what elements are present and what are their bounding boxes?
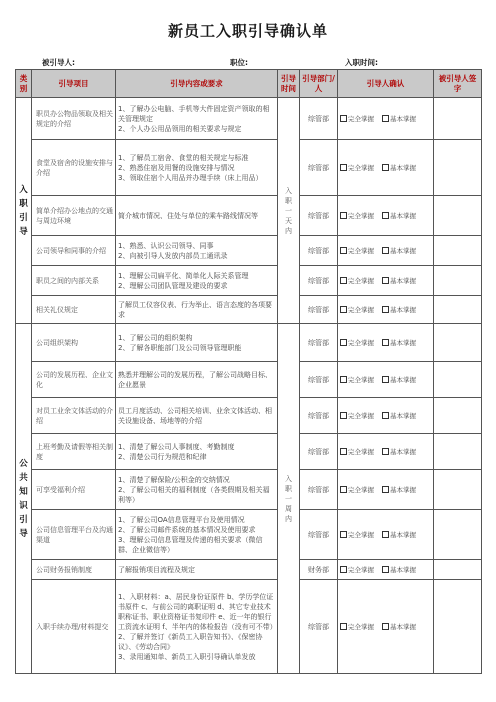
guide-content: [116, 580, 278, 674]
confirm-option-full[interactable]: [340, 531, 374, 539]
guide-dept: 综管部: [300, 236, 338, 266]
guide-dept: 综管部: [300, 580, 338, 674]
vertical-char: 职: [285, 484, 292, 493]
position-label: 职位:: [230, 58, 248, 67]
table-row: [16, 296, 482, 324]
basic-checkbox[interactable]: [382, 339, 389, 346]
vertical-char: 引: [19, 212, 28, 223]
content-line: 1、理解公司扁平化、简单化人际关系管理: [118, 271, 249, 280]
content-line: 简介城市情况、住处与单位的乘车路线情况等: [118, 211, 258, 220]
header-category: 类别: [16, 70, 32, 98]
content-line: 2、了解公司邮件系统的基本情况及使用要求: [118, 525, 256, 534]
content-line: 熟悉并理解公司的发展历程，了解公司战略目标、企业愿景: [118, 370, 272, 389]
guide-time-cell: [278, 98, 300, 324]
confirm-label-basic: 基本掌握: [390, 114, 416, 123]
signature-cell[interactable]: [434, 324, 482, 362]
confirm-option-basic[interactable]: [382, 448, 416, 456]
confirm-cell: [338, 266, 434, 296]
confirm-option-full[interactable]: [340, 486, 374, 494]
basic-checkbox[interactable]: [382, 115, 389, 122]
header-row: [16, 70, 482, 98]
full-checkbox[interactable]: [340, 339, 347, 346]
confirm-cell: [338, 236, 434, 266]
guide-item: 公司组织架构: [32, 324, 116, 362]
header-time: 引导时间: [278, 70, 300, 98]
confirm-label-full: 完全掌握: [348, 411, 374, 420]
full-checkbox[interactable]: [340, 306, 347, 313]
full-checkbox[interactable]: [340, 277, 347, 284]
vertical-char: 引: [19, 514, 28, 525]
confirm-cell: [338, 196, 434, 236]
content-line: 2、了解公司相关的福利制度（各类假期及相关福利等）: [118, 485, 270, 504]
full-checkbox[interactable]: [340, 623, 347, 630]
vertical-char: 公: [19, 458, 28, 469]
table-row: [16, 362, 482, 398]
confirm-cell: [338, 580, 434, 674]
vertical-char: 职: [19, 198, 28, 209]
confirm-option-full[interactable]: [340, 115, 374, 123]
guide-dept: 综管部: [300, 98, 338, 140]
confirm-label-full: 完全掌握: [348, 622, 374, 631]
table-row: [16, 398, 482, 434]
content-line: 3、录用通知单、新员工入职引导确认单发放: [118, 652, 256, 661]
confirm-option-basic[interactable]: [382, 247, 416, 255]
confirm-option-full[interactable]: [340, 277, 374, 285]
confirm-cell: [338, 324, 434, 362]
confirm-cell: [338, 470, 434, 510]
guide-item: 对员工业余文体活动的介绍: [32, 398, 116, 434]
confirm-option-full[interactable]: [340, 339, 374, 347]
content-line: 1、清楚了解保险/公积金的交纳情况: [118, 475, 230, 484]
confirm-label-full: 完全掌握: [348, 211, 374, 220]
guide-content: [116, 434, 278, 470]
guide-item: 职员办公物品领取及相关规定的介绍: [32, 98, 116, 140]
confirm-option-basic[interactable]: [382, 339, 416, 347]
signature-cell[interactable]: [434, 398, 482, 434]
vertical-char: 入: [19, 184, 28, 195]
guide-dept: 综管部: [300, 324, 338, 362]
vertical-char: 内: [285, 514, 292, 523]
full-checkbox[interactable]: [340, 376, 347, 383]
header-content: 引导内容或要求: [116, 70, 278, 98]
confirm-cell: [338, 510, 434, 560]
confirm-label-basic: 基本掌握: [390, 565, 416, 574]
table-row: [16, 510, 482, 560]
guide-content: [116, 266, 278, 296]
confirm-label-basic: 基本掌握: [390, 485, 416, 494]
confirm-label-full: 完全掌握: [348, 375, 374, 384]
header-item: 引导项目: [32, 70, 116, 98]
table-row: [16, 266, 482, 296]
guide-table: [15, 69, 482, 674]
confirm-option-basic[interactable]: [382, 277, 416, 285]
confirm-label-basic: 基本掌握: [390, 530, 416, 539]
full-checkbox[interactable]: [340, 164, 347, 171]
basic-checkbox[interactable]: [382, 212, 389, 219]
confirm-option-basic[interactable]: [382, 486, 416, 494]
confirm-label-basic: 基本掌握: [390, 163, 416, 172]
signature-cell[interactable]: [434, 236, 482, 266]
confirm-label-basic: 基本掌握: [390, 338, 416, 347]
guide-content: [116, 470, 278, 510]
guide-content: [116, 98, 278, 140]
full-checkbox[interactable]: [340, 531, 347, 538]
content-line: 2、理解公司团队管理及建设的要求: [118, 281, 228, 290]
table-row: [16, 140, 482, 196]
table-row: [16, 196, 482, 236]
confirm-option-full[interactable]: [340, 376, 374, 384]
guide-item: 入职手续办理/材料提交: [32, 580, 116, 674]
confirm-option-full[interactable]: [340, 164, 374, 172]
confirm-label-full: 完全掌握: [348, 485, 374, 494]
vertical-char: 周: [285, 504, 292, 513]
guide-dept: 综管部: [300, 434, 338, 470]
guide-item: 公司信息管理平台及沟通渠道: [32, 510, 116, 560]
guide-dept: 综管部: [300, 266, 338, 296]
category-cell: [16, 98, 32, 324]
confirm-label-basic: 基本掌握: [390, 411, 416, 420]
confirm-label-full: 完全掌握: [348, 447, 374, 456]
header-dept: 引导部门/人: [300, 70, 338, 98]
signature-cell[interactable]: [434, 362, 482, 398]
confirm-option-full[interactable]: [340, 212, 374, 220]
date-label: 入职时间:: [345, 58, 378, 67]
confirm-label-basic: 基本掌握: [390, 246, 416, 255]
content-line: 2、了解并签订《新员工入职告知书》、《保密协议》、《劳动合同》: [118, 632, 263, 651]
confirm-cell: [338, 434, 434, 470]
signature-cell[interactable]: [434, 196, 482, 236]
content-line: 1、了解公司的组织架构: [118, 333, 193, 342]
confirm-label-full: 完全掌握: [348, 246, 374, 255]
confirm-option-full[interactable]: [340, 306, 374, 314]
guide-item: 公司的发展历程、企业文化: [32, 362, 116, 398]
full-checkbox[interactable]: [340, 247, 347, 254]
basic-checkbox[interactable]: [382, 448, 389, 455]
full-checkbox[interactable]: [340, 412, 347, 419]
confirm-label-basic: 基本掌握: [390, 276, 416, 285]
confirm-option-basic[interactable]: [382, 164, 416, 172]
full-checkbox[interactable]: [340, 115, 347, 122]
table-row: [16, 470, 482, 510]
confirm-option-basic[interactable]: [382, 306, 416, 314]
guide-content: [116, 324, 278, 362]
basic-checkbox[interactable]: [382, 623, 389, 630]
confirm-label-basic: 基本掌握: [390, 305, 416, 314]
content-line: 了解报销项目流程及规定: [118, 565, 195, 574]
vertical-char: 识: [19, 500, 28, 511]
guide-item: 相关礼仪规定: [32, 296, 116, 324]
guide-dept: 财务部: [300, 560, 338, 580]
content-line: 员工月度活动、公司相关培训、业余文体活动、相关设施设备、场地等的介绍: [118, 406, 272, 425]
confirm-option-full[interactable]: [340, 448, 374, 456]
confirm-cell: [338, 560, 434, 580]
confirm-label-full: 完全掌握: [348, 305, 374, 314]
guide-item: 简单介绍办公地点的交通与周边环境: [32, 196, 116, 236]
guide-item: 公司领导和同事的介绍: [32, 236, 116, 266]
signature-cell[interactable]: [434, 470, 482, 510]
content-line: 2、熟悉住宿及用餐的设施安排与情况: [118, 163, 235, 172]
guide-dept: 综管部: [300, 470, 338, 510]
content-line: 1、清楚了解公司人事制度、考勤制度: [118, 442, 235, 451]
table-row: [16, 98, 482, 140]
basic-checkbox[interactable]: [382, 306, 389, 313]
full-checkbox[interactable]: [340, 212, 347, 219]
vertical-char: 天: [285, 216, 292, 225]
full-checkbox[interactable]: [340, 566, 347, 573]
guide-content: [116, 196, 278, 236]
guide-item: 可享受福利介绍: [32, 470, 116, 510]
vertical-char: 职: [285, 196, 292, 205]
vertical-char: 内: [285, 226, 292, 235]
content-line: 2、了解各职能部门及公司领导管理职能: [118, 343, 242, 352]
confirm-cell: [338, 362, 434, 398]
guide-time-cell: [278, 324, 300, 674]
content-line: 1、入职材料：a、居民身份证原件 b、学历学位证书原件 c、与前公司的离职证明 d、其它专业技术职称证书、职业资格证书复印件 e、近一年的银行工资流水证明 f、半年内的体检报告（没有可不带）: [118, 592, 277, 631]
signature-cell[interactable]: [434, 98, 482, 140]
basic-checkbox[interactable]: [382, 412, 389, 419]
confirm-option-basic[interactable]: [382, 531, 416, 539]
basic-checkbox[interactable]: [382, 486, 389, 493]
confirm-label-full: 完全掌握: [348, 338, 374, 347]
content-line: 1、了解员工宿舍、食堂的相关规定与标准: [118, 153, 249, 162]
vertical-char: 一: [285, 494, 292, 503]
confirm-option-full[interactable]: [340, 247, 374, 255]
guide-dept: 综管部: [300, 296, 338, 324]
header-sign: 被引导人签字: [434, 70, 482, 98]
confirm-option-full[interactable]: [340, 623, 374, 631]
confirm-option-full[interactable]: [340, 412, 374, 420]
signature-cell[interactable]: [434, 510, 482, 560]
confirm-option-basic[interactable]: [382, 212, 416, 220]
signature-cell[interactable]: [434, 266, 482, 296]
content-line: 3、领取住宿个人用品并办理手续（床上用品）: [118, 173, 263, 182]
confirm-label-basic: 基本掌握: [390, 211, 416, 220]
guide-content: [116, 398, 278, 434]
full-checkbox[interactable]: [340, 448, 347, 455]
confirm-label-basic: 基本掌握: [390, 375, 416, 384]
vertical-char: 导: [19, 528, 28, 539]
confirm-cell: [338, 98, 434, 140]
table-row: [16, 580, 482, 674]
category-cell: [16, 324, 32, 674]
page-title: 新员工入职引导确认单: [167, 22, 328, 40]
table-row: [16, 560, 482, 580]
guide-content: [116, 362, 278, 398]
header-confirm: 引导人确认: [338, 70, 434, 98]
confirm-option-basic[interactable]: [382, 376, 416, 384]
signature-cell[interactable]: [434, 296, 482, 324]
guide-item: 职员之间的内部关系: [32, 266, 116, 296]
vertical-char: 一: [285, 206, 292, 215]
guide-item: 公司财务报销制度: [32, 560, 116, 580]
guide-dept: 综管部: [300, 398, 338, 434]
content-line: 2、清楚公司行为规范和纪律: [118, 452, 207, 461]
confirm-cell: [338, 296, 434, 324]
guide-dept: 综管部: [300, 140, 338, 196]
guide-content: [116, 510, 278, 560]
guide-dept: 综管部: [300, 510, 338, 560]
content-line: 1、了解办公电脑、手机等大件固定资产领取的相关管理规定: [118, 104, 270, 123]
table-row: [16, 434, 482, 470]
confirm-option-basic[interactable]: [382, 566, 416, 574]
confirm-option-basic[interactable]: [382, 623, 416, 631]
confirm-cell: [338, 398, 434, 434]
table-body: [16, 98, 482, 674]
guide-item: 上班考勤及请假等相关制度: [32, 434, 116, 470]
signature-cell[interactable]: [434, 580, 482, 674]
confirm-label-basic: 基本掌握: [390, 622, 416, 631]
confirm-cell: [338, 140, 434, 196]
content-line: 3、理解公司信息管理及传递的相关要求（微信群、企业微信等）: [118, 535, 263, 554]
vertical-char: 入: [285, 186, 292, 195]
confirm-option-basic[interactable]: [382, 115, 416, 123]
confirm-label-basic: 基本掌握: [390, 447, 416, 456]
confirm-label-full: 完全掌握: [348, 276, 374, 285]
basic-checkbox[interactable]: [382, 277, 389, 284]
vertical-char: 共: [19, 472, 28, 483]
content-line: 2、向被引导人发放内部员工通讯录: [118, 251, 228, 260]
guide-content: [116, 296, 278, 324]
person-label: 被引导人:: [42, 58, 75, 67]
basic-checkbox[interactable]: [382, 531, 389, 538]
guide-content: [116, 140, 278, 196]
vertical-char: 入: [285, 474, 292, 483]
table-row: [16, 236, 482, 266]
content-line: 1、熟悉、认识公司领导、同事: [118, 241, 214, 250]
guide-content: [116, 560, 278, 580]
content-line: 1、了解公司OA信息管理平台及使用情况: [118, 515, 245, 524]
content-line: 2、个人办公用品领用的相关要求与规定: [118, 124, 242, 133]
guide-dept: 综管部: [300, 362, 338, 398]
content-line: 了解员工仪容仪表、行为举止、语言态度的各项要求: [118, 300, 272, 319]
signature-cell[interactable]: [434, 560, 482, 580]
basic-checkbox[interactable]: [382, 566, 389, 573]
vertical-char: 知: [19, 486, 28, 497]
confirm-label-full: 完全掌握: [348, 163, 374, 172]
guide-dept: 综管部: [300, 196, 338, 236]
confirm-label-full: 完全掌握: [348, 114, 374, 123]
basic-checkbox[interactable]: [382, 376, 389, 383]
table-row: [16, 324, 482, 362]
confirm-option-basic[interactable]: [382, 412, 416, 420]
guide-item: 食堂及宿舍的设施安排与介绍: [32, 140, 116, 196]
vertical-char: 导: [19, 226, 28, 237]
confirm-label-full: 完全掌握: [348, 530, 374, 539]
confirm-label-full: 完全掌握: [348, 565, 374, 574]
confirm-option-full[interactable]: [340, 566, 374, 574]
full-checkbox[interactable]: [340, 486, 347, 493]
signature-cell[interactable]: [434, 434, 482, 470]
basic-checkbox[interactable]: [382, 247, 389, 254]
guide-content: [116, 236, 278, 266]
basic-checkbox[interactable]: [382, 164, 389, 171]
signature-cell[interactable]: [434, 140, 482, 196]
